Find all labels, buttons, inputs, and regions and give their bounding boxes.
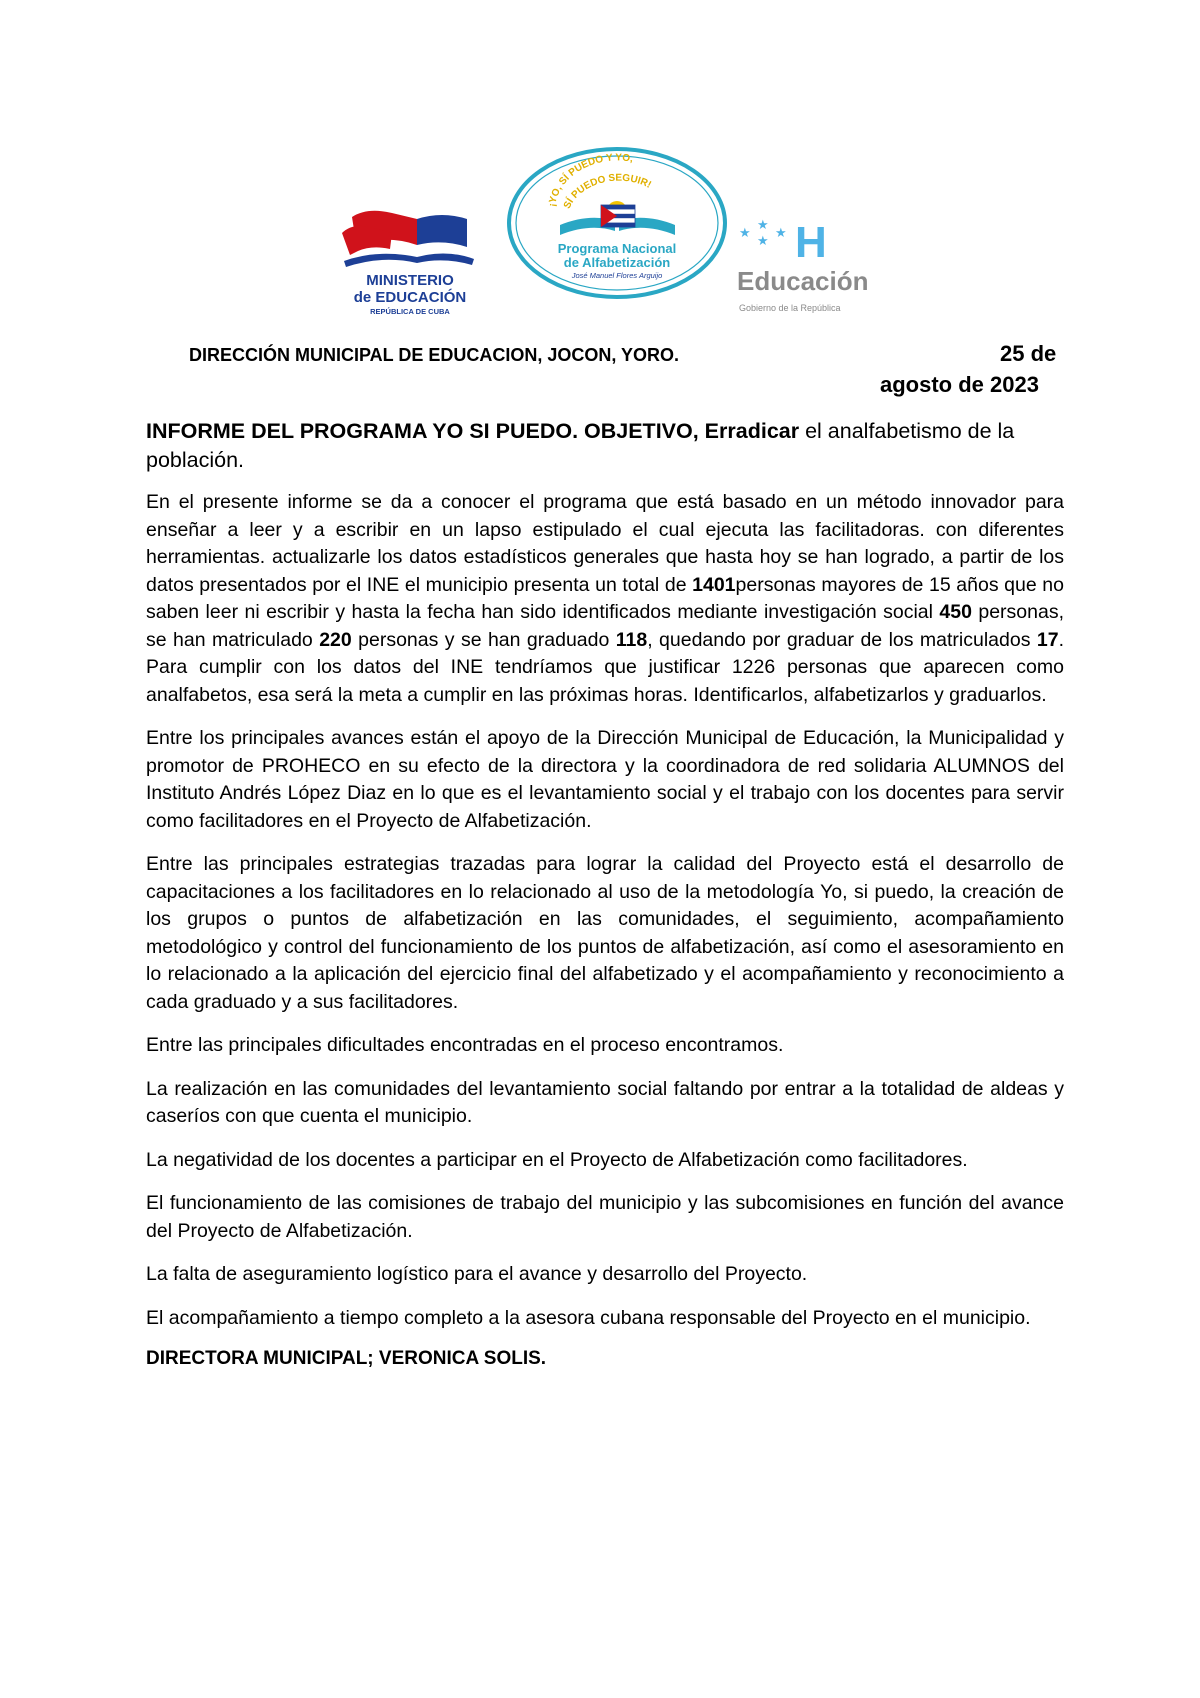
report-title-normal: el analfabetismo de la población. (146, 419, 1015, 472)
signature-directora: DIRECTORA MUNICIPAL; VERONICA SOLIS. (146, 1348, 547, 1369)
p1-text-3: personas, se han matriculado (146, 601, 1064, 651)
paragraph-dificultades-intro: Entre las principales dificultades encontradas en el proceso encontramos. (146, 1034, 784, 1056)
stat-total: 1401 (692, 573, 736, 596)
pna-line3: José Manuel Flores Arguijo (571, 271, 663, 280)
stat-identified: 450 (939, 601, 972, 623)
programa-nacional-alfabetizacion-logo (505, 145, 730, 300)
pna-line2: de Alfabetización (563, 255, 671, 270)
mined-line3: REPÚBLICA DE CUBA (370, 307, 450, 316)
pna-arc-top: ¡YO, SÍ PUEDO Y YO, (547, 152, 634, 208)
svg-text:★: ★ (739, 226, 751, 241)
stat-pending: 17 (1036, 628, 1059, 651)
paragraph-estrategias: Entre las principales estrategias trazadas para lograr la calidad del Proyecto está el desarrollo de capacitaciones a los facilitadores en lo relacionado al uso de la metodología Yo, si puedo, la creación de los grupos o puntos de alfabetización en las comunidades, el seguimiento, acompañamiento metodológico y control del funcionamiento de los puntos de alfabetización, así como el asesoramiento en lo relacionado a la aplicación del ejercicio final del alfabetizado y el acompañamiento y reconocimiento a cada graduado y a sus facilitadores. (146, 853, 1064, 1013)
paragraph-dificultad-docentes: La negatividad de los docentes a participar en el Proyecto de Alfabetización como facilitadores. (146, 1148, 968, 1171)
paragraph-dificultad-logistica: La falta de aseguramiento logístico para el avance y desarrollo del Proyecto. (146, 1263, 808, 1285)
paragraph-dificultad-comisiones: El funcionamiento de las comisiones de trabajo del municipio y las subcomisiones en función del avance del Proyecto de Alfabetización. (146, 1192, 1064, 1242)
paragraph-dificultad-levantamiento: La realización en las comunidades del levantamiento social faltando por entrar a la totalidad de aldeas y caseríos con que cuenta el municipio. (146, 1077, 1064, 1127)
mined-line2: de EDUCACIÓN (353, 289, 467, 306)
paragraph-avances: Entre los principales avances están el apoyo de la Dirección Municipal de Educación, la Municipalidad y promotor de PROHECO en su efecto de la directora y la coordinadora de red solidaria ALUMNOS del Instituto Andrés López Diaz en lo que es el levantamiento social y el trabajo con los docentes para servir como facilitadores en el Proyecto de Alfabetización. (146, 727, 1064, 832)
pna-line1: Programa Nacional (557, 241, 677, 256)
p1-text-6: . Para cumplir con los datos del INE tendríamos que justificar 1226 personas que aparecen como analfabetos, esa será la meta a cumplir en las próximas horas. Identificarlos, alfabetizarlos y graduarlos. (146, 628, 1064, 706)
svg-text:★: ★ (757, 218, 769, 233)
honduras-h-letter: H (795, 218, 827, 267)
paragraph-statistics (146, 489, 1064, 709)
paragraph-dificultad-acompanamiento: El acompañamiento a tiempo completo a la asesora cubana responsable del Proyecto en el municipio. (146, 1306, 1031, 1329)
date-line-2: agosto de 2023 (880, 372, 1039, 397)
ministerio-educacion-cuba-logo (322, 205, 497, 320)
p1-text-1: En el presente informe se da a conocer el programa que está basado en un método innovador para enseñar a leer y a escribir en un lapso estipulado el cual ejecuta las facilitadoras. con diferentes herramientas. actualizarle los datos estadísticos generales que hasta hoy se han logrado, a partir de los datos presentados por el INE el municipio presenta un total de (146, 491, 1064, 596)
p1-text-5: , quedando por graduar de los matriculados (647, 628, 1037, 651)
educacion-honduras-logo (735, 215, 895, 315)
stat-graduated: 118 (615, 628, 648, 651)
svg-text:★: ★ (757, 234, 769, 249)
report-title (146, 417, 1064, 475)
pna-arc-bottom: SÍ PUEDO SEGUIR! (561, 172, 653, 211)
honduras-gobierno: Gobierno de la República (739, 303, 841, 313)
p1-text-4: personas y se han graduado (351, 628, 616, 651)
p1-text-2: personas mayores de 15 años que no saben leer ni escribir y hasta la fecha han sido identificados mediante investigación social (146, 573, 1064, 623)
direccion-municipal-heading: DIRECCIÓN MUNICIPAL DE EDUCACION, JOCON, YORO. (189, 345, 680, 365)
stat-enrolled: 220 (319, 628, 352, 651)
svg-text:★: ★ (775, 226, 787, 241)
mined-line1: MINISTERIO (366, 272, 454, 289)
honduras-educacion: Educación (737, 266, 869, 296)
report-title-bold: INFORME DEL PROGRAMA YO SI PUEDO. OBJETIVO, Erradicar (146, 419, 800, 443)
report-body (146, 417, 1064, 1370)
date-line-1: 25 de (1000, 341, 1057, 366)
